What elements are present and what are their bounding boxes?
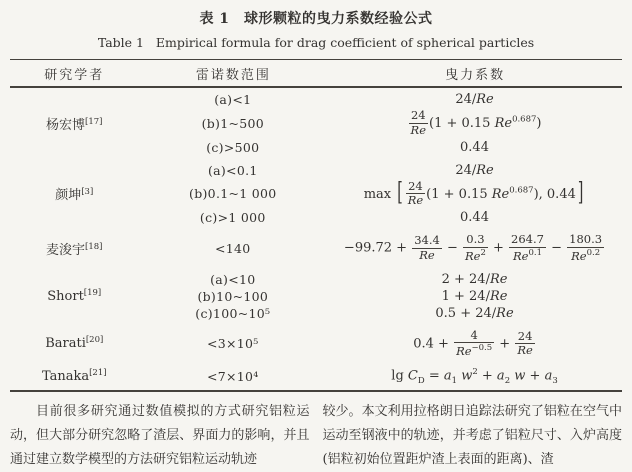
row-lines [139,366,622,387]
scholar-reference: [18] [85,241,103,252]
row-lines [139,91,622,156]
reynolds-range-value: (c)>1 000 [199,210,266,226]
reynolds-range-value: <140 [215,240,251,256]
reynolds-range-value: <7×10⁴ [206,368,259,384]
table-bottom-rule [10,390,622,392]
row-lines [139,271,622,322]
fraction: $\frac{264.7}{Re^{0.1}}$ [511,232,544,263]
drag-coefficient-table [10,59,622,392]
table-subrow [139,108,622,139]
scholar-reference: [19] [83,287,102,298]
drag-coefficient-formula: 1 + 24/Re [441,288,508,304]
body-text-columns [10,400,622,472]
scholar-name: 颜坤 [55,188,82,204]
header-drag-coefficient: 曳力系数 [445,68,506,83]
fraction: $\frac{24}{Re}$ [410,108,426,137]
table-subrow [139,232,622,264]
scholar-cell [10,289,139,304]
scholar-name: 杨宏博 [46,117,86,133]
scholar-reference: [17] [85,116,103,127]
table-row [10,88,622,159]
reynolds-range-value: (b)1~500 [201,115,265,131]
table-row [10,268,622,325]
reynolds-range-value: (c)100~10⁵ [195,305,271,321]
scholar-cell [10,114,139,133]
table-subrow [139,288,622,305]
drag-coefficient-formula: $\lg C_D = a_1$ $w^2 + a_2$ $w + a_3$ [391,367,558,386]
table-subrow [139,305,622,322]
table-subrow [139,271,622,288]
scholar-reference: [3] [81,187,94,198]
fraction: $\frac{24}{Re}$ [407,178,424,208]
drag-coefficient-formula: 0.44 [460,139,489,155]
drag-coefficient-formula: $\frac{24}{Re}$ (1 + 0.15 $Re^{0.687}$) [410,108,542,137]
drag-coefficient-formula: max [ $\frac{24}{Re}$ (1 + 0.15 $Re^{0.687}$), 0.44 ] [363,178,584,208]
fraction: $\frac{34.4}{Re}$ [414,233,440,262]
table-subrow [139,366,622,387]
table-title-zh: 表 1 球形颗粒的曳力系数经验公式 [199,11,433,27]
drag-coefficient-formula: −99.72 + $\frac{34.4}{Re}$ − $\frac{0.3}{Re^2}$ + $\frac{264.7}{Re^{0.1}}$ − $\frac{180.3}{Re^{0.2}}$ [343,232,603,263]
table-subrow [139,139,622,156]
scholar-cell [10,336,139,351]
fraction: $\frac{24}{Re}$ [517,328,533,358]
table-title-en: Table 1 Empirical formula for drag coefficient of spherical particles [97,35,535,50]
scholar-cell [10,369,139,384]
table-row [10,363,622,390]
reynolds-range-value: (a)<1 [214,92,252,107]
scholar-name: Barati [45,336,86,352]
scholar-reference: [20] [85,335,104,346]
scholar-reference: [21] [89,367,107,378]
reynolds-range-value: (b)10~100 [197,288,269,304]
scholar-name: 麦浚宇 [46,242,86,258]
fraction: $\frac{0.3}{Re^2}$ [464,232,486,263]
drag-coefficient-formula: 0.4 + $\frac{4}{Re^{-0.5}}$ + $\frac{24}{Re}$ [413,327,533,359]
row-lines [139,162,622,227]
drag-coefficient-formula: 2 + 24/Re [441,271,508,287]
drag-coefficient-formula: 0.44 [460,210,489,226]
reynolds-range-value: (b)0.1~1 000 [189,186,277,202]
table-header-row [10,60,622,86]
reynolds-range-value: (a)<10 [210,271,256,287]
fraction: $\frac{180.3}{Re^{0.2}}$ [569,232,603,263]
table-row [10,229,622,267]
scholar-cell [10,184,139,203]
scholar-cell [10,239,139,258]
row-lines [139,328,622,360]
drag-coefficient-formula: 24/Re [455,92,494,107]
table-row [10,325,622,363]
reynolds-range-value: (c)>500 [206,139,260,155]
reynolds-range-value: <3×10⁵ [206,336,259,352]
row-lines [139,232,622,264]
header-reynolds-range: 雷诺数范围 [195,68,271,83]
paragraph-left: 目前很多研究通过数值模拟的方式研究铝粒运动，但大部分研究忽略了渣层、界面力的影响，并且通过建立数学模型的方法研究铝粒运动轨迹 [10,403,310,467]
reynolds-range-value: (a)<0.1 [207,162,258,178]
paragraph-right: 较少。本文利用拉格朗日追踪法研究了铝粒在空气中运动至钢液中的轨迹，并考虑了铝粒尺寸、入炉高度(铝粒初始位置距炉渣上表面的距离)、渣 [322,403,622,467]
fraction: $\frac{4}{Re^{-0.5}}$ [456,327,493,359]
scholar-name: Tanaka [41,368,90,384]
table-subrow [139,91,622,108]
drag-coefficient-formula: 0.5 + 24/Re [435,305,514,321]
drag-coefficient-formula: 24/Re [455,162,494,178]
table-subrow [139,179,622,210]
table-body [10,88,622,390]
table-subrow [139,328,622,360]
scholar-name: Short [47,288,84,304]
table-subrow [139,209,622,226]
header-scholar: 研究学者 [44,68,105,83]
table-row [10,159,622,230]
table-subrow [139,162,622,179]
